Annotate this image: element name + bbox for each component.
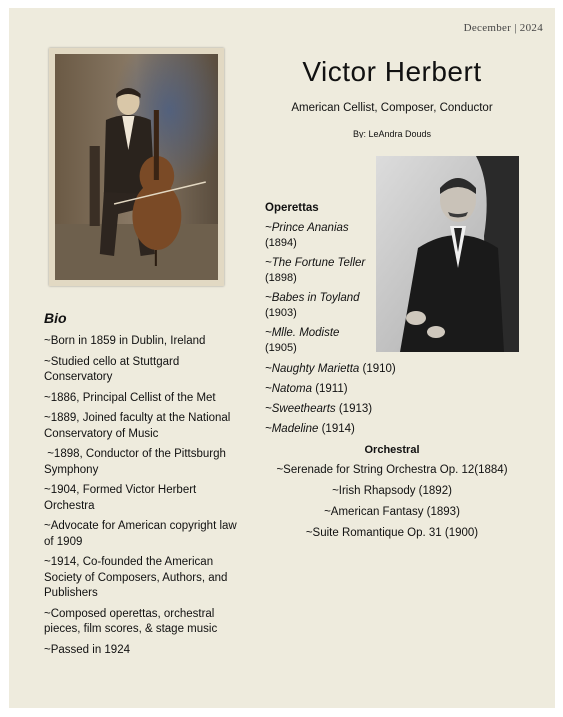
bio-item: ~Passed in 1924 <box>44 643 130 656</box>
newsletter-page <box>9 8 555 708</box>
operetta-year: (1914) <box>321 423 355 435</box>
orchestral-section <box>249 444 535 547</box>
seated-portrait-photo <box>376 156 519 352</box>
operetta-item <box>265 221 377 251</box>
operetta-year: (1910) <box>362 363 396 375</box>
orchestral-item: ~American Fantasy (1893) <box>324 506 460 518</box>
bio-list <box>44 334 244 658</box>
operettas-list <box>265 221 377 356</box>
operetta-title: ~The Fortune Teller <box>265 257 366 269</box>
cellist-photo-icon <box>55 54 218 280</box>
bio-section <box>44 310 244 663</box>
bio-item: ~1886, Principal Cellist of the Met <box>44 391 216 404</box>
page-subtitle: American Cellist, Composer, Conductor <box>291 102 493 114</box>
orchestral-item: ~Irish Rhapsody (1892) <box>332 485 452 497</box>
operettas-continued <box>265 362 535 442</box>
operetta-title: ~Mlle. Modiste <box>265 327 340 339</box>
operettas-section <box>265 202 377 361</box>
operetta-year: (1894) <box>265 237 297 249</box>
orchestral-item: ~Serenade for String Orchestra Op. 12(1884) <box>276 464 508 476</box>
seated-portrait-photo-icon <box>376 156 519 352</box>
operetta-item <box>265 382 535 397</box>
operetta-title: ~Madeline <box>265 423 319 435</box>
orchestral-heading: Orchestral <box>364 444 420 456</box>
bio-item: ~1904, Formed Victor Herbert Orchestra <box>44 484 197 512</box>
operettas-heading: Operettas <box>265 202 319 214</box>
orchestral-list <box>249 463 535 541</box>
operetta-title: ~Sweethearts <box>265 403 336 415</box>
operetta-item <box>265 256 377 286</box>
operetta-item <box>265 326 377 356</box>
issue-date: December | 2024 <box>463 22 543 34</box>
bio-item: ~1889, Joined faculty at the National Conservatory of Music <box>44 412 231 440</box>
cellist-photo <box>49 48 224 286</box>
bio-item: ~1914, Co-founded the American Society of Composers, Authors, and Publishers <box>44 556 228 599</box>
operetta-item <box>265 362 535 377</box>
operettas-list-continued <box>265 362 535 437</box>
byline: By: LeAndra Douds <box>352 129 432 138</box>
operetta-year: (1903) <box>265 307 297 319</box>
bio-item: ~Born in 1859 in Dublin, Ireland <box>44 335 206 347</box>
bio-heading: Bio <box>44 310 67 326</box>
operetta-title: ~Prince Ananias <box>265 222 349 234</box>
bio-item: ~1898, Conductor of the Pittsburgh Symphony <box>44 448 230 476</box>
bio-item: ~Composed operettas, orchestral pieces, film scores, & stage music <box>44 607 218 635</box>
operetta-title: ~Naughty Marietta <box>265 363 360 375</box>
operetta-item <box>265 291 377 321</box>
page-title: Victor Herbert <box>302 56 482 87</box>
operetta-title: ~Babes in Toyland <box>265 292 360 304</box>
operetta-item <box>265 422 535 437</box>
operetta-item <box>265 402 535 417</box>
operetta-year: (1911) <box>315 383 348 395</box>
operetta-year: (1913) <box>338 403 373 415</box>
orchestral-item: ~Suite Romantique Op. 31 (1900) <box>305 527 479 539</box>
operetta-year: (1898) <box>265 272 297 284</box>
bio-item: ~Advocate for American copyright law of 1909 <box>44 520 237 548</box>
operetta-year: (1905) <box>265 342 297 354</box>
bio-item: ~Studied cello at Stuttgard Conservatory <box>44 355 180 383</box>
operetta-title: ~Natoma <box>265 383 312 395</box>
